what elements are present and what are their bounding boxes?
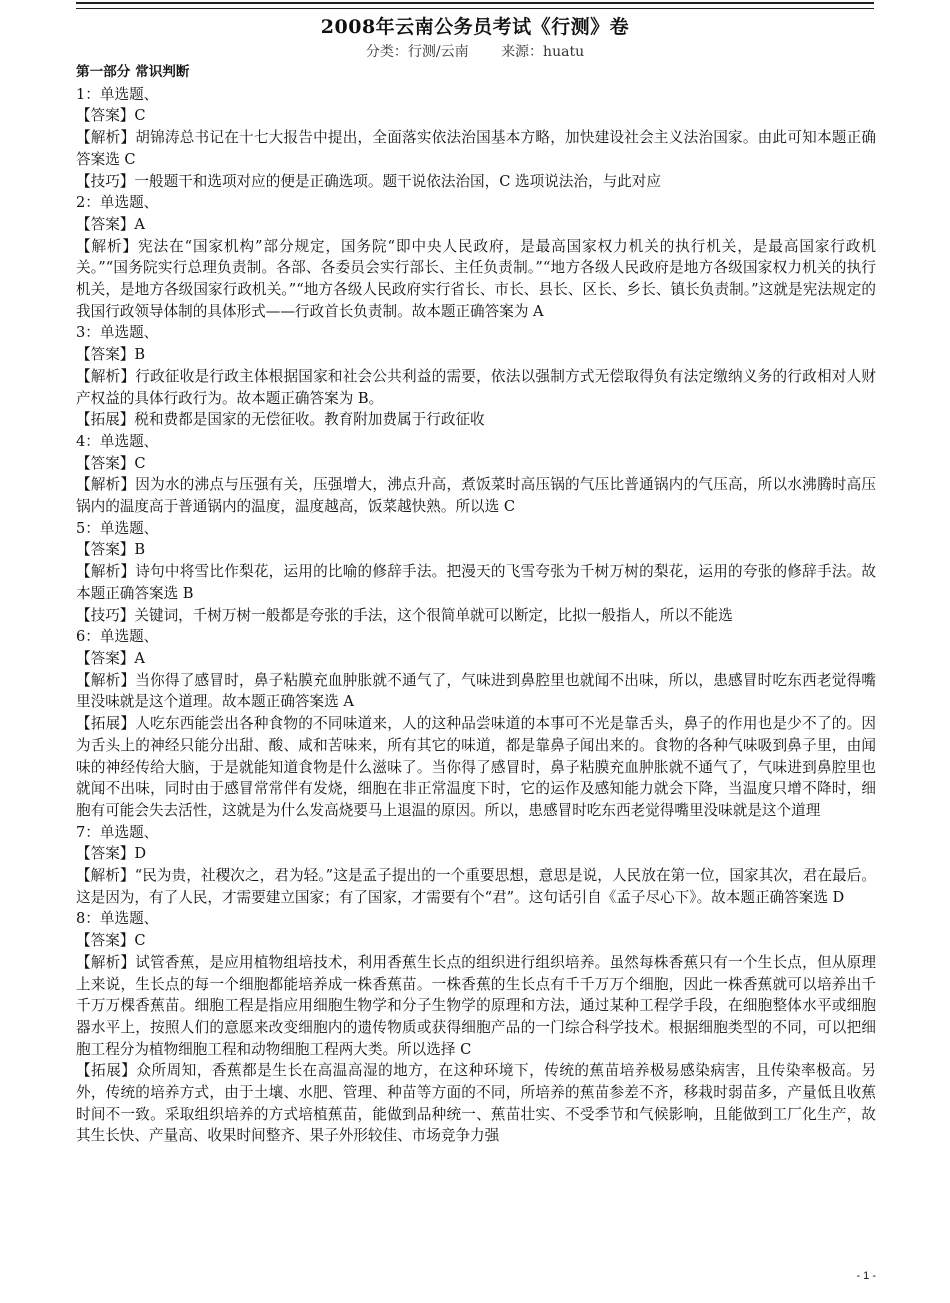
text-line: 【技巧】一般题干和选项对应的便是正确选项。题干说依法治国，C 选项说法治，与此对应 <box>76 172 661 190</box>
text-line: 6：单选题、 <box>76 628 159 646</box>
category-label: 分类：行测/云南 <box>365 44 469 60</box>
text-line: 【答案】B <box>76 346 146 364</box>
text-line: 【技巧】关键词，千树万树一般都是夸张的手法，这个很简单就可以断定，比拟一般指人，所以不能选 <box>76 606 733 624</box>
text-line: 5：单选题、 <box>76 519 159 537</box>
text-line: 【拓展】众所周知，香蕉都是生长在高温高湿的地方，在这种环境下，传统的蕉苗培养极易感染病害，且传染率极高。另外，传统的培养方式，由于土壤、水肥、管理、种苗等方面的不同，所培养的蕉苗参差不齐，移栽时弱苗多，产量低且收蕉时间不一致。采取组织培养的方式培植蕉苗，能做到品种统一、蕉苗壮实、不受季节和气候影响，且能做到工厂化生产，故其生长快、产量高、收果时间整齐、果子外形较佳、市场竞争力强 <box>76 1062 876 1145</box>
text-line: 【答案】D <box>76 845 147 863</box>
text-line: 【解析】因为水的沸点与压强有关，压强增大，沸点升高，煮饭菜时高压锅的气压比普通锅内的气压高，所以水沸腾时高压锅内的温度高于普通锅内的温度，温度越高，饭菜越快熟。所以选 C <box>76 476 876 516</box>
text-line: 【答案】A <box>76 649 145 667</box>
question-list <box>76 84 876 1147</box>
text-line: 3：单选题、 <box>76 324 159 342</box>
text-line: 【拓展】人吃东西能尝出各种食物的不同味道来，人的这种品尝味道的本事可不光是靠舌头，鼻子的作用也是少不了的。因为舌头上的神经只能分出甜、酸、咸和苦味来，所有其它的味道，都是靠鼻子闻出来的。食物的各种气味吸到鼻子里，由闻味的神经传给大脑，于是就能知道食物是什么滋味了。当你得了感冒时，鼻子粘膜充血肿胀就不通气了，气味进到鼻腔里也就闻不出味，同时由于感冒常常伴有发烧，细胞在非正常温度下时，它的运作及感知能力就会下降，当温度只增不降时，细胞有可能会失去活性，这就是为什么发高烧要马上退温的原因。所以，患感冒时吃东西老觉得嘴里没味就是这个道理 <box>76 715 876 819</box>
text-line: 【解析】“民为贵，社稷次之，君为轻。”这是孟子提出的一个重要思想，意思是说，人民放在第一位，国家其次，君在最后。这是因为，有了人民，才需要建立国家；有了国家，才需要有个“君”。这句话引自《孟子尽心下》。故本题正确答案选 D <box>76 867 876 906</box>
source-label: 来源：huatu <box>501 44 585 60</box>
text-line: 【拓展】税和费都是国家的无偿征收。教育附加费属于行政征收 <box>76 411 485 429</box>
text-line: 【解析】诗句中将雪比作梨花，运用的比喻的修辞手法。把漫天的飞雪夸张为千树万树的梨花，运用的夸张的修辞手法。故本题正确答案选 B <box>76 563 876 602</box>
meta-line <box>0 41 950 61</box>
text-line: 7：单选题、 <box>76 823 159 841</box>
text-line: 【解析】胡锦涛总书记在十七大报告中提出，全面落实依法治国基本方略，加快建设社会主义法治国家。由此可知本题正确答案选 C <box>76 129 876 168</box>
text-line: 【答案】B <box>76 541 146 559</box>
top-rule <box>76 2 874 9</box>
text-line: 【解析】试管香蕉，是应用植物组培技术，利用香蕉生长点的组织进行组织培养。虽然每株香蕉只有一个生长点，但从原理上来说，生长点的每一个细胞都能培养成一株香蕉苗。一株香蕉的生长点有千千万万个细胞，因此一株香蕉就可以培养出千千万万棵香蕉苗。细胞工程是指应用细胞生物学和分子生物学的原理和方法，通过某种工程学手段，在细胞整体水平或细胞器水平上，按照人们的意愿来改变细胞内的遗传物质或获得细胞产品的一门综合科学技术。根据细胞类型的不同，可以把细胞工程分为植物细胞工程和动物细胞工程两大类。所以选择 C <box>76 953 876 1058</box>
text-line: 【解析】宪法在“国家机构”部分规定，国务院“即中央人民政府，是最高国家权力机关的执行机关，是最高国家行政机关。”“国务院实行总理负责制。各部、各委员会实行部长、主任负责制。”“地方各级人民政府是地方各级国家权力机关的执行机关，是地方各级国家行政机关。”“地方各级人民政府实行省长、市长、县长、区长、乡长、镇长负责制。”这就是宪法规定的我国行政领导体制的具体形式——行政首长负责制。故本题正确答案为 A <box>76 237 876 320</box>
text-line: 【答案】C <box>76 454 146 472</box>
text-line: 【答案】C <box>76 932 146 950</box>
text-line: 8：单选题、 <box>76 910 159 928</box>
text-line: 【答案】A <box>76 215 145 233</box>
text-line: 【解析】当你得了感冒时，鼻子粘膜充血肿胀就不通气了，气味进到鼻腔里也就闻不出味，所以，患感冒时吃东西老觉得嘴里没味就是这个道理。故本题正确答案选 A <box>76 671 876 711</box>
page-title: 2008年云南公务员考试《行测》卷 <box>320 16 630 38</box>
page-number: - 1 - <box>856 1270 876 1282</box>
text-line: 1：单选题、 <box>76 85 159 103</box>
text-line: 4：单选题、 <box>76 432 159 450</box>
document-body <box>76 62 876 1147</box>
section-heading: 第一部分 常识判断 <box>76 64 190 80</box>
text-line: 【解析】行政征收是行政主体根据国家和社会公共利益的需要，依法以强制方式无偿取得负有法定缴纳义务的行政相对人财产权益的具体行政行为。故本题正确答案为 B。 <box>76 367 876 407</box>
text-line: 2：单选题、 <box>76 194 159 212</box>
text-line: 【答案】C <box>76 107 146 125</box>
